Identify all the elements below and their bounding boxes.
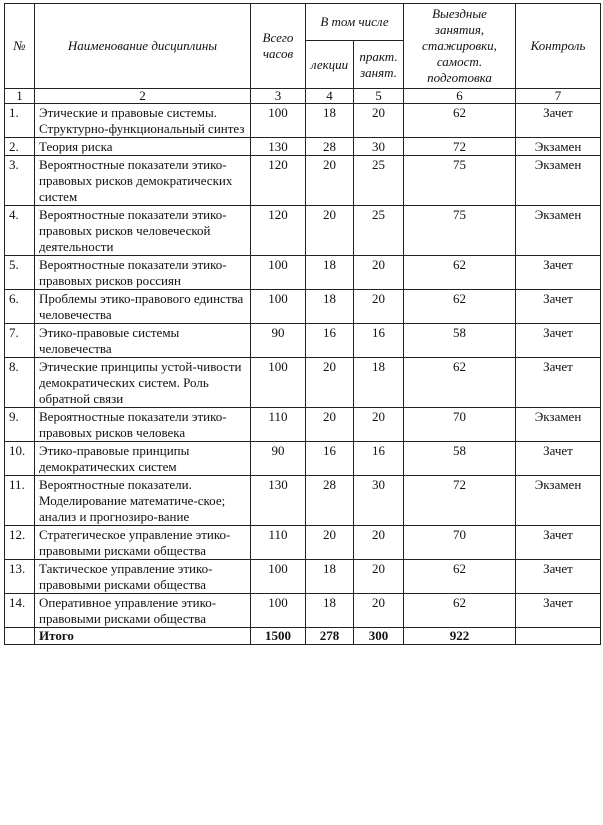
column-number: 6 xyxy=(404,89,516,104)
practice-hours: 20 xyxy=(354,560,404,594)
table-row xyxy=(5,290,601,324)
discipline-name: Проблемы этико-правового единства человечества xyxy=(35,290,251,324)
header-practice: практ. занят. xyxy=(354,41,404,89)
curriculum-table xyxy=(4,3,601,645)
total-hours: 1500 xyxy=(251,628,306,645)
lectures-hours: 20 xyxy=(306,408,354,442)
lectures-hours: 28 xyxy=(306,476,354,526)
practice-hours: 20 xyxy=(354,526,404,560)
control-type: Зачет xyxy=(516,594,601,628)
field-hours: 62 xyxy=(404,290,516,324)
practice-hours: 16 xyxy=(354,324,404,358)
lectures-hours: 28 xyxy=(306,138,354,156)
discipline-name: Оперативное управление этико-правовыми рисками общества xyxy=(35,594,251,628)
control-type: Зачет xyxy=(516,256,601,290)
column-number: 2 xyxy=(35,89,251,104)
practice-hours: 20 xyxy=(354,290,404,324)
lectures-hours: 18 xyxy=(306,560,354,594)
field-hours: 58 xyxy=(404,324,516,358)
control-type: Экзамен xyxy=(516,206,601,256)
total-hours: 100 xyxy=(251,560,306,594)
header-including: В том числе xyxy=(306,4,404,41)
total-hours: 90 xyxy=(251,324,306,358)
row-num: 8. xyxy=(5,358,35,408)
lectures-hours: 16 xyxy=(306,324,354,358)
field-hours: 72 xyxy=(404,138,516,156)
row-num: 14. xyxy=(5,594,35,628)
table-row xyxy=(5,594,601,628)
total-lectures: 278 xyxy=(306,628,354,645)
table-row xyxy=(5,324,601,358)
total-practice: 300 xyxy=(354,628,404,645)
total-hours: 90 xyxy=(251,442,306,476)
table-row xyxy=(5,408,601,442)
total-hours: 100 xyxy=(251,594,306,628)
control-type: Экзамен xyxy=(516,408,601,442)
practice-hours: 25 xyxy=(354,156,404,206)
row-num: 6. xyxy=(5,290,35,324)
row-num: 12. xyxy=(5,526,35,560)
row-num: 11. xyxy=(5,476,35,526)
practice-hours: 30 xyxy=(354,476,404,526)
row-num: 13. xyxy=(5,560,35,594)
lectures-hours: 16 xyxy=(306,442,354,476)
lectures-hours: 18 xyxy=(306,290,354,324)
row-num: 3. xyxy=(5,156,35,206)
table-row xyxy=(5,442,601,476)
discipline-name: Этические принципы устой-чивости демократических систем. Роль обратной связи xyxy=(35,358,251,408)
control-type: Зачет xyxy=(516,358,601,408)
control-type: Зачет xyxy=(516,290,601,324)
practice-hours: 20 xyxy=(354,408,404,442)
header-control: Контроль xyxy=(516,4,601,89)
total-hours: 100 xyxy=(251,358,306,408)
control-type: Зачет xyxy=(516,104,601,138)
total-hours: 100 xyxy=(251,104,306,138)
control-type: Зачет xyxy=(516,324,601,358)
table-row xyxy=(5,256,601,290)
discipline-name: Вероятностные показатели этико-правовых рисков демократических систем xyxy=(35,156,251,206)
lectures-hours: 20 xyxy=(306,526,354,560)
practice-hours: 20 xyxy=(354,256,404,290)
total-label: Итого xyxy=(35,628,251,645)
row-num: 4. xyxy=(5,206,35,256)
discipline-name: Вероятностные показатели. Моделирование математиче-ское; анализ и прогнозиро-вание xyxy=(35,476,251,526)
table-row xyxy=(5,206,601,256)
discipline-name: Вероятностные показатели этико-правовых рисков россиян xyxy=(35,256,251,290)
table-row xyxy=(5,526,601,560)
header-total-hours: Всего часов xyxy=(251,4,306,89)
column-number: 7 xyxy=(516,89,601,104)
total-hours: 130 xyxy=(251,138,306,156)
table-row xyxy=(5,476,601,526)
practice-hours: 18 xyxy=(354,358,404,408)
field-hours: 70 xyxy=(404,408,516,442)
column-number-row xyxy=(5,89,601,104)
lectures-hours: 20 xyxy=(306,358,354,408)
discipline-name: Этико-правовые системы человечества xyxy=(35,324,251,358)
total-hours: 110 xyxy=(251,408,306,442)
practice-hours: 16 xyxy=(354,442,404,476)
table-row xyxy=(5,358,601,408)
field-hours: 62 xyxy=(404,104,516,138)
field-hours: 75 xyxy=(404,156,516,206)
lectures-hours: 18 xyxy=(306,594,354,628)
field-hours: 75 xyxy=(404,206,516,256)
discipline-name: Вероятностные показатели этико-правовых рисков человеческой деятельности xyxy=(35,206,251,256)
lectures-hours: 20 xyxy=(306,206,354,256)
total-control xyxy=(516,628,601,645)
control-type: Зачет xyxy=(516,442,601,476)
control-type: Экзамен xyxy=(516,476,601,526)
lectures-hours: 18 xyxy=(306,256,354,290)
column-number: 5 xyxy=(354,89,404,104)
row-num: 5. xyxy=(5,256,35,290)
column-number: 4 xyxy=(306,89,354,104)
row-num: 9. xyxy=(5,408,35,442)
practice-hours: 20 xyxy=(354,104,404,138)
discipline-name: Стратегическое управление этико-правовыми рисками общества xyxy=(35,526,251,560)
practice-hours: 25 xyxy=(354,206,404,256)
total-hours: 120 xyxy=(251,206,306,256)
header-lectures: лекции xyxy=(306,41,354,89)
practice-hours: 30 xyxy=(354,138,404,156)
discipline-name: Вероятностные показатели этико-правовых рисков человека xyxy=(35,408,251,442)
total-hours: 100 xyxy=(251,290,306,324)
header-num: № xyxy=(5,4,35,89)
total-num xyxy=(5,628,35,645)
row-num: 7. xyxy=(5,324,35,358)
field-hours: 62 xyxy=(404,256,516,290)
total-hours: 110 xyxy=(251,526,306,560)
total-hours: 130 xyxy=(251,476,306,526)
total-field: 922 xyxy=(404,628,516,645)
field-hours: 62 xyxy=(404,594,516,628)
row-num: 10. xyxy=(5,442,35,476)
total-hours: 120 xyxy=(251,156,306,206)
table-row xyxy=(5,560,601,594)
control-type: Экзамен xyxy=(516,138,601,156)
total-row xyxy=(5,628,601,645)
header-field: Выездные занятия, стажировки, самост. подготовка xyxy=(404,4,516,89)
column-number: 1 xyxy=(5,89,35,104)
lectures-hours: 20 xyxy=(306,156,354,206)
field-hours: 72 xyxy=(404,476,516,526)
total-hours: 100 xyxy=(251,256,306,290)
discipline-name: Теория риска xyxy=(35,138,251,156)
discipline-name: Этико-правовые принципы демократических систем xyxy=(35,442,251,476)
field-hours: 58 xyxy=(404,442,516,476)
table-row xyxy=(5,156,601,206)
row-num: 1. xyxy=(5,104,35,138)
table-row xyxy=(5,138,601,156)
discipline-name: Этические и правовые системы. Структурно-функциональный синтез xyxy=(35,104,251,138)
control-type: Экзамен xyxy=(516,156,601,206)
discipline-name: Тактическое управление этико-правовыми рисками общества xyxy=(35,560,251,594)
field-hours: 70 xyxy=(404,526,516,560)
field-hours: 62 xyxy=(404,560,516,594)
table-row xyxy=(5,104,601,138)
header-name: Наименование дисциплины xyxy=(35,4,251,89)
field-hours: 62 xyxy=(404,358,516,408)
row-num: 2. xyxy=(5,138,35,156)
lectures-hours: 18 xyxy=(306,104,354,138)
column-number: 3 xyxy=(251,89,306,104)
control-type: Зачет xyxy=(516,560,601,594)
practice-hours: 20 xyxy=(354,594,404,628)
control-type: Зачет xyxy=(516,526,601,560)
